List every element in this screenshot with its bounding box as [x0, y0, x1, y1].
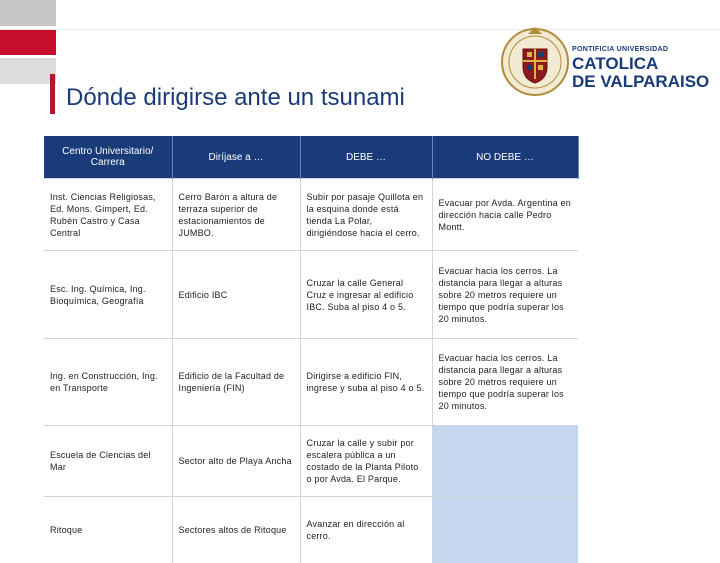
table-cell-empty: [432, 497, 578, 563]
logo-line-2: CATOLICA: [572, 55, 709, 73]
table-cell: Cruzar la calle General Cruz e ingresar al edificio IBC. Suba al piso 4 o 5.: [300, 251, 432, 339]
logo-line-3: DE VALPARAISO: [572, 73, 709, 91]
page-title: Dónde dirigirse ante un tsunami: [66, 84, 405, 112]
logo-text: [572, 46, 709, 91]
table-cell: Esc. Ing. Química, Ing. Bioquímica, Geografía: [44, 251, 172, 339]
table-cell: Sector alto de Playa Ancha: [172, 426, 300, 497]
table-cell: Inst. Ciencias Religiosas, Ed. Mons. Gimpert, Ed. Rubén Castro y Casa Central: [44, 179, 172, 251]
deco-square-gray: [0, 0, 56, 26]
logo-line-1: PONTIFICIA UNIVERSIDAD: [572, 46, 709, 53]
header-dirijase: Diríjase a …: [172, 136, 300, 179]
deco-square-lightgray: [0, 58, 56, 84]
table-cell: Ing. en Construcción, Ing. en Transporte: [44, 339, 172, 426]
table-cell-empty: [432, 426, 578, 497]
table-row: [44, 426, 578, 497]
table-row: [44, 339, 578, 426]
table-cell: Escuela de Ciencias del Mar: [44, 426, 172, 497]
table-cell: Subir por pasaje Quillota en la esquina donde está tienda La Polar, dirigiéndose hacia el cerro.: [300, 179, 432, 251]
header-debe: DEBE …: [300, 136, 432, 179]
table-cell: Evacuar hacia los cerros. La distancia para llegar a alturas sobre 20 metros requiere un tiempo que podría superar los 20 minutos.: [432, 339, 578, 426]
tsunami-table: [44, 136, 579, 563]
table-header-row: [44, 136, 578, 179]
header-centro: Centro Universitario/ Carrera: [44, 136, 172, 179]
table-row: [44, 251, 578, 339]
table-cell: Cerro Barón a altura de terraza superior de estacionamientos de JUMBO.: [172, 179, 300, 251]
university-seal-icon: [500, 22, 570, 100]
table-cell: Sectores altos de Ritoque: [172, 497, 300, 563]
table-cell: Dirigirse a edificio FIN, ingrese y suba al piso 4 o 5.: [300, 339, 432, 426]
title-accent-bar: [50, 74, 55, 114]
table-cell: Evacuar hacia los cerros. La distancia para llegar a alturas sobre 20 metros requiere un tiempo que podría superar los 20 minutos.: [432, 251, 578, 339]
table-row: [44, 179, 578, 251]
table-cell: Cruzar la calle y subir por escalera pública a un costado de la Planta Piloto o por Avda. El Parque.: [300, 426, 432, 497]
table-cell: Edificio IBC: [172, 251, 300, 339]
table-row: [44, 497, 578, 563]
table-cell: Ritoque: [44, 497, 172, 563]
table-cell: Evacuar por Avda. Argentina en dirección hacia calle Pedro Montt.: [432, 179, 578, 251]
table-cell: Edificio de la Facultad de Ingeniería (FIN): [172, 339, 300, 426]
table-cell: Avanzar en dirección al cerro.: [300, 497, 432, 563]
university-logo: [500, 22, 710, 104]
header-no-debe: NO DEBE …: [432, 136, 578, 179]
deco-square-red: [0, 29, 56, 55]
